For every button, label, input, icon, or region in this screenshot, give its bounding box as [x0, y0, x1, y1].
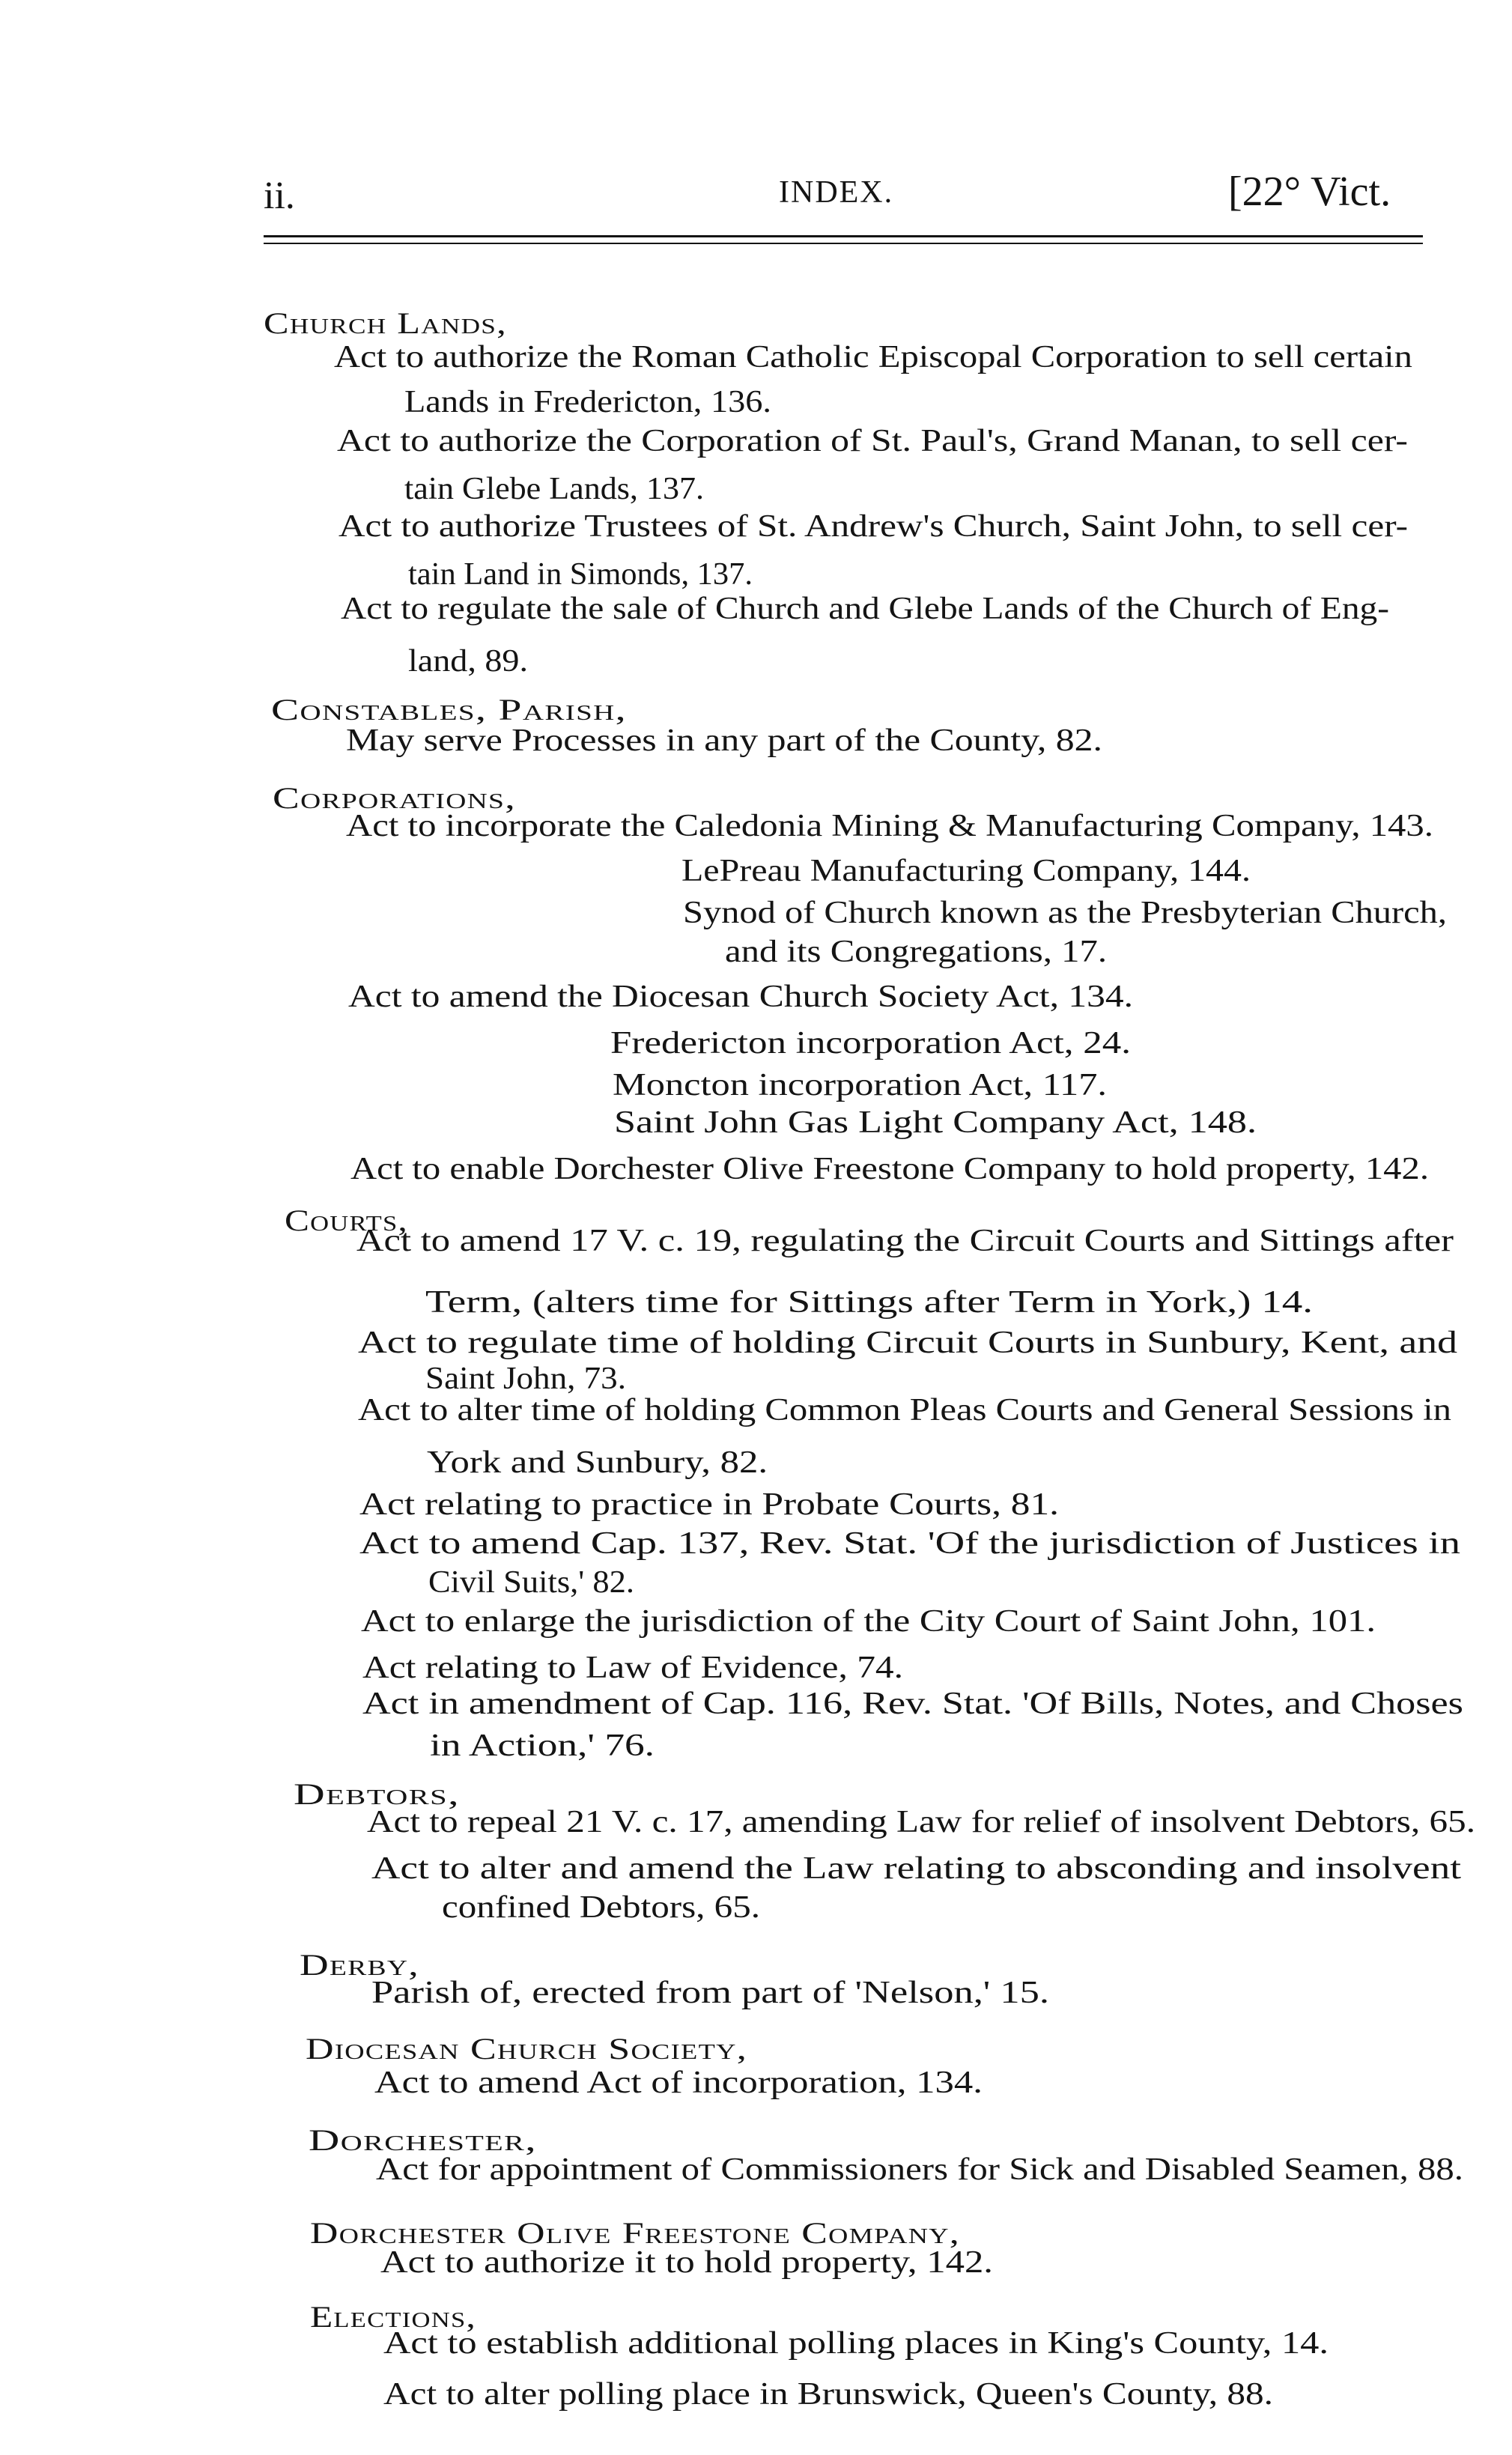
index-heading: Corporations, [273, 781, 516, 815]
index-heading: Dorchester Olive Freestone Company, [310, 2216, 960, 2250]
index-entry: Act to authorize it to hold property, 142. [380, 2245, 993, 2280]
index-entry: Act to authorize the Roman Catholic Episcopal Corporation to sell certain [334, 340, 1412, 374]
index-entry-continued: tain Glebe Lands, 137. [404, 472, 704, 506]
index-heading: Debtors, [294, 1777, 460, 1811]
index-entry: Act to regulate time of holding Circuit Courts in Sunbury, Kent, and [358, 1326, 1457, 1360]
index-entry: Act to alter polling place in Brunswick, Queen's County, 88. [383, 2377, 1273, 2412]
index-entry: Act to establish additional polling places in King's County, 14. [383, 2326, 1329, 2361]
index-entry-continued: land, 89. [408, 644, 528, 679]
index-entry-continued: in Action,' 76. [430, 1729, 655, 1763]
index-entry-continued: Term, (alters time for Sittings after Term in York,) 14. [425, 1285, 1313, 1320]
index-entry: Act relating to Law of Evidence, 74. [362, 1651, 903, 1685]
index-entry: Act in amendment of Cap. 116, Rev. Stat. 'Of Bills, Notes, and Choses [362, 1687, 1463, 1721]
index-entry-sub: Saint John Gas Light Company Act, 148. [614, 1105, 1257, 1140]
index-heading: Elections, [310, 2300, 476, 2334]
index-entry-sub: LePreau Manufacturing Company, 144. [681, 854, 1251, 888]
index-entry-continued: Saint John, 73. [425, 1362, 626, 1396]
index-entry: Parish of, erected from part of 'Nelson,' 15. [371, 1976, 1049, 2010]
index-entry: Act to regulate the sale of Church and Glebe Lands of the Church of Eng- [341, 592, 1389, 626]
index-entry: Act to alter and amend the Law relating to absconding and insolvent [371, 1851, 1461, 1886]
index-heading: Church Lands, [264, 306, 507, 340]
index-heading: Diocesan Church Society, [306, 2032, 747, 2066]
index-entry-continued: confined Debtors, 65. [442, 1890, 760, 1925]
index-entry: Act to alter time of holding Common Pleas Courts and General Sessions in [358, 1393, 1451, 1427]
index-entry: Act to enable Dorchester Olive Freestone Company to hold property, 142. [350, 1152, 1429, 1186]
index-entry: Act to incorporate the Caledonia Mining & Manufacturing Company, 143. [346, 809, 1433, 843]
header-rule-thick [264, 235, 1423, 237]
page-number: ii. [264, 175, 295, 217]
index-entry: Act relating to practice in Probate Courts, 81. [359, 1487, 1059, 1522]
index-entry-sub: Fredericton incorporation Act, 24. [610, 1026, 1131, 1060]
index-entry: Act to repeal 21 V. c. 17, amending Law for relief of insolvent Debtors, 65. [367, 1805, 1475, 1839]
index-entry: Act to amend the Diocesan Church Society Act, 134. [348, 980, 1133, 1014]
index-entry: Act to amend Act of incorporation, 134. [374, 2066, 983, 2100]
header-rule-thin [264, 243, 1423, 244]
index-entry-sub: Synod of Church known as the Presbyterian Church, [683, 896, 1447, 930]
index-entry-continued: Civil Suits,' 82. [428, 1565, 634, 1600]
running-title: INDEX. [779, 175, 894, 210]
index-entry: Act to enlarge the jurisdiction of the City Court of Saint John, 101. [361, 1604, 1376, 1639]
index-entry: Act to authorize the Corporation of St. Paul's, Grand Manan, to sell cer- [337, 424, 1408, 458]
index-entry: Act to amend 17 V. c. 19, regulating the Circuit Courts and Sittings after [356, 1224, 1454, 1258]
session-label: [22° Vict. [1228, 169, 1391, 215]
index-entry: Act to amend Cap. 137, Rev. Stat. 'Of the jurisdiction of Justices in [359, 1526, 1460, 1561]
index-entry-sub-continued: and its Congregations, 17. [725, 935, 1107, 969]
index-entry-continued: tain Land in Simonds, 137. [408, 557, 753, 592]
index-heading: Courts, [285, 1204, 408, 1237]
index-heading: Dorchester, [309, 2123, 537, 2157]
index-heading: Constables, Parish, [271, 693, 627, 726]
index-entry: May serve Processes in any part of the County, 82. [346, 723, 1102, 758]
index-entry-continued: Lands in Fredericton, 136. [404, 385, 771, 419]
index-entry: Act for appointment of Commissioners for Sick and Disabled Seamen, 88. [376, 2152, 1463, 2187]
index-heading: Derby, [300, 1948, 419, 1982]
index-entry-sub: Moncton incorporation Act, 117. [613, 1068, 1107, 1102]
index-entry: Act to authorize Trustees of St. Andrew's Church, Saint John, to sell cer- [338, 509, 1408, 544]
index-entry-continued: York and Sunbury, 82. [427, 1445, 768, 1480]
